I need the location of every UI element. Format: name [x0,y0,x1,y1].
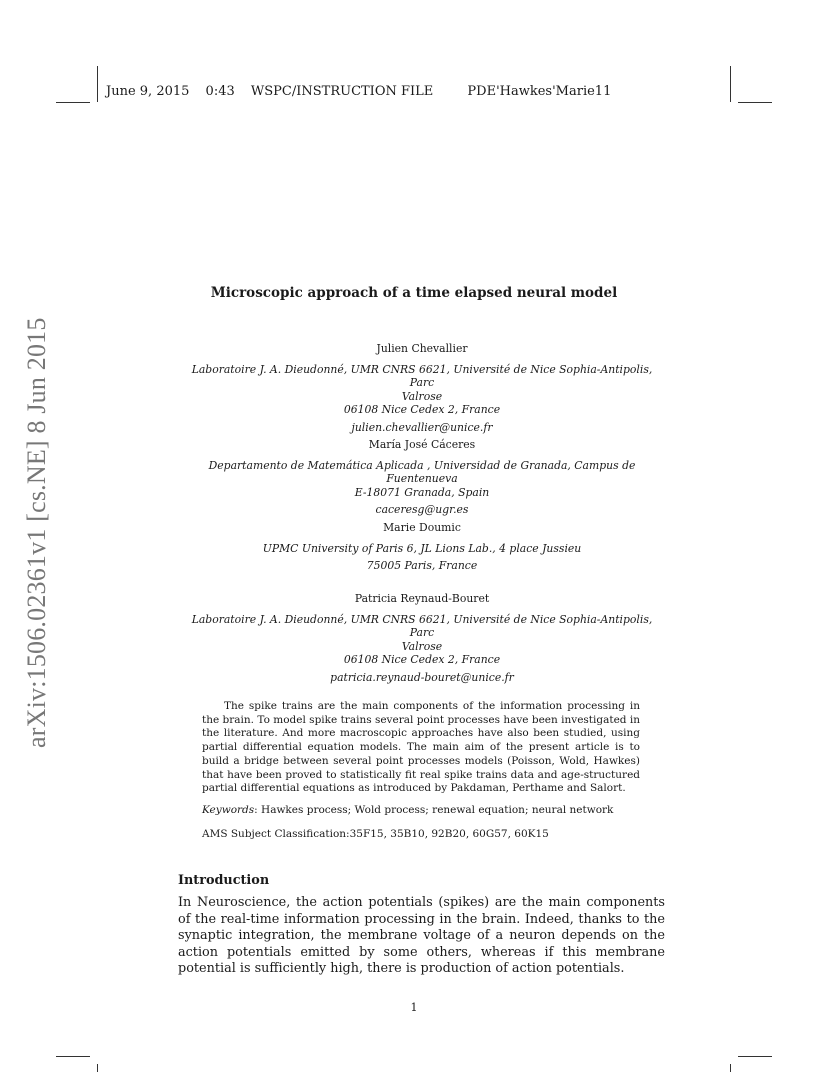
author-affiliation: E-18071 Granada, Spain [354,485,490,499]
author-name: María José Cáceres [368,438,476,451]
author-affiliation: Laboratoire J. A. Dieudonné, UMR CNRS 6621, Université de Nice Sophia-Antipolis, Parc [191,612,653,639]
crop-mark [730,1064,731,1072]
author-name: Patricia Reynaud-Bouret [354,592,490,605]
keywords-text: : Hawkes process; Wold process; renewal equation; neural network [254,804,614,816]
author-block [180,592,664,684]
keywords [202,804,613,816]
author-affiliation: 06108 Nice Cedex 2, France [343,653,501,666]
page-number: 1 [410,1001,418,1014]
crop-mark [97,66,98,102]
author-affiliation: Departamento de Matemática Aplicada , Universidad de Granada, Campus de Fuentenueva [208,458,636,485]
header-date: June 9, 2015 [106,84,190,99]
paper-title: Microscopic approach of a time elapsed neural model [210,285,618,301]
crop-mark [56,102,90,103]
author-name: Julien Chevallier [376,342,468,355]
author-affiliation: Valrose [401,639,443,653]
author-email[interactable]: julien.chevallier@unice.fr [351,420,493,434]
author-block [180,438,664,517]
author-affiliation: Valrose [401,389,443,403]
crop-mark [97,1064,98,1072]
crop-mark [56,1056,90,1057]
crop-mark [730,66,731,102]
abstract: The spike trains are the main components of the information processing in the brain. To model spike trains several point processes have been investigated in the literature. And more macroscopic approaches have also been studied, using partial differential equation models. The main aim of the present article is to build a bridge between several point processes models (Poisson, Wold, Hawkes) that have been proved to statistically fit real spike trains data and age-structured partial differential equations as introduced by Pakdaman, Perthame and Salort. [202,700,640,795]
author-affiliation: Laboratoire J. A. Dieudonné, UMR CNRS 6621, Université de Nice Sophia-Antipolis, Parc [191,362,653,389]
author-block [180,342,664,434]
section-body: In Neuroscience, the action potentials (spikes) are the main components of the real-time information processing in the brain. Indeed, thanks to the synaptic integration, the membrane voltage of a neuron depends on the action potentials emitted by some others, whereas if this membrane potential is sufficiently high, there is production of action potentials. [178,895,665,977]
crop-mark [738,1056,772,1057]
ams-classification: AMS Subject Classification:35F15, 35B10, 92B20, 60G57, 60K15 [202,828,549,840]
section-heading: Introduction [178,873,270,888]
author-affiliation: 75005 Paris, France [366,559,478,572]
author-block [180,521,664,573]
author-affiliation: UPMC University of Paris 6, JL Lions Lab., 4 place Jussieu [262,541,582,555]
author-name: Marie Doumic [383,521,461,534]
arxiv-stamp: arXiv:1506.02361v1 [cs.NE] 8 Jun 2015 [22,317,51,748]
header-time: 0:43 [205,84,235,99]
crop-mark [738,102,772,103]
keywords-label: Keywords [202,804,255,816]
author-email[interactable]: caceresg@ugr.es [375,503,469,516]
author-affiliation: 06108 Nice Cedex 2, France [343,403,501,416]
running-header [106,84,637,99]
author-email[interactable]: patricia.reynaud-bouret@unice.fr [330,670,514,684]
header-file-type: WSPC/INSTRUCTION FILE [250,84,434,99]
header-file-name: PDE'Hawkes'Marie11 [467,84,612,99]
